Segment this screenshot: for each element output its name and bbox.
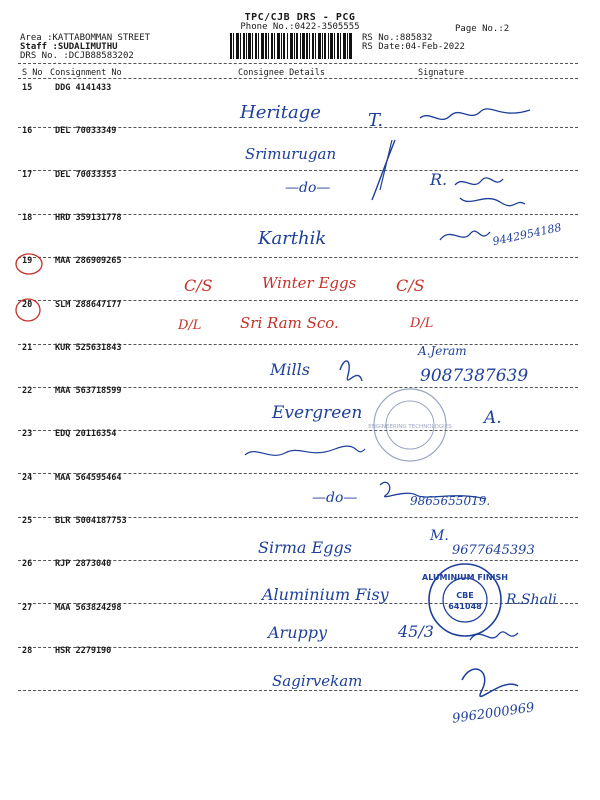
handwriting-r27-consignee: Aruppy <box>268 623 328 642</box>
phone-number: Phone No.:0422-3505555 <box>240 22 360 32</box>
row-consignment-number: MAA 563718599 <box>55 386 122 397</box>
row-sno: 19 <box>22 256 33 267</box>
scribble-row-17b <box>460 198 525 206</box>
handwriting-r20-dl-left: D/L <box>178 318 202 333</box>
aluminium-stamp-pin: 641048 <box>448 602 482 611</box>
handwriting-r22-consignee: Evergreen <box>272 403 363 423</box>
row-sno: 22 <box>22 386 33 397</box>
row-consignment-number: HRD 359131778 <box>55 212 122 223</box>
row-sno: 16 <box>22 126 33 137</box>
row-sno: 27 <box>22 602 33 613</box>
area-label: Area :KATTABOMMAN STREET <box>20 33 151 43</box>
row-sno: 15 <box>22 83 33 93</box>
engineering-stamp-text: ENGINEERING TECHNOLOGIES <box>368 424 452 430</box>
row-sno: 26 <box>22 559 33 570</box>
row-sno: 21 <box>22 342 33 353</box>
row-consignment-number: RJP 2873040 <box>55 559 112 570</box>
row-sno: 25 <box>22 516 33 526</box>
handwriting-r24-consignee: —do— <box>312 490 358 506</box>
column-header-signature: Signature <box>418 68 465 78</box>
handwriting-r26-sign: R.Shali <box>506 592 557 608</box>
handwriting-r20-consignee: Sri Ram Sco. <box>240 314 339 332</box>
row-consignment-number: DEL 70033349 <box>55 126 117 137</box>
handwriting-r19-cs-left: C/S <box>184 276 213 295</box>
handwriting-r15-sign: T. <box>368 110 384 131</box>
column-header-sno: S No <box>22 68 43 78</box>
row-sno: 23 <box>22 429 33 440</box>
scribble-row-24 <box>380 482 486 499</box>
row-sno: 20 <box>22 299 33 310</box>
handwriting-r21-consignee: Mills <box>270 360 310 379</box>
handwriting-r18-phone: 9442954188 <box>491 220 563 249</box>
signature-stroke-row-16b <box>380 140 392 190</box>
row-sno: 24 <box>22 472 33 483</box>
scribble-row-15 <box>420 109 530 120</box>
handwriting-r27-num: 45/3 <box>398 622 434 641</box>
column-header-consignment: Consignment No <box>50 68 122 78</box>
row-consignment-number: MAA 286909265 <box>55 256 122 267</box>
handwriting-r19-consignee: Winter Eggs <box>262 274 357 292</box>
row-consignment-number: MAA 564595464 <box>55 472 122 483</box>
row-sno: 17 <box>22 169 33 180</box>
row-consignment-number: DEL 70033353 <box>55 169 117 180</box>
row-consignment-number: BLR 5004187753 <box>55 516 127 526</box>
row-consignment-number: MAA 563824298 <box>55 602 122 613</box>
handwriting-r21-name: A.Jeram <box>418 344 467 358</box>
drs-number: DRS No. :DCJB88583202 <box>20 51 134 61</box>
handwriting-r22-sign: A. <box>484 408 502 428</box>
scribble-row-18 <box>440 231 490 240</box>
handwriting-r21-phone: 9087387639 <box>420 366 529 386</box>
staff-label: Staff :SUDALIMUTHU <box>20 42 118 52</box>
header-divider-top <box>18 63 578 64</box>
handwriting-r17-consignee: —do— <box>285 180 331 196</box>
handwriting-r25-phone: 9677645393 <box>452 543 535 558</box>
handwriting-r26-consignee: Aluminium Fisy <box>262 585 389 604</box>
row-divider <box>18 690 578 691</box>
header-divider-bottom <box>18 78 578 79</box>
scribble-row-21 <box>340 361 362 381</box>
column-header-consignee: Consignee Details <box>238 68 325 78</box>
engineering-stamp <box>368 389 452 461</box>
handwriting-r24-phone: 9865655019. <box>410 494 491 508</box>
scribble-row-17 <box>455 178 503 185</box>
row-consignment-number: SLM 288647177 <box>55 299 122 310</box>
scribble-row-28 <box>462 669 518 696</box>
handwriting-r25-consignee: Sirma Eggs <box>258 538 352 557</box>
aluminium-stamp <box>422 564 508 636</box>
handwriting-r16-consignee: Srimurugan <box>245 145 337 163</box>
scribble-row-23 <box>245 446 365 455</box>
row-consignment-number: EDQ 20116354 <box>55 429 117 440</box>
handwriting-r18-consignee: Karthik <box>258 228 327 249</box>
handwriting-r28-consignee: Sagirvekam <box>272 672 363 690</box>
rs-number: RS No.:885832 <box>362 33 433 43</box>
handwriting-r28-phone: 9962000969 <box>451 700 536 727</box>
rs-date: RS Date:04-Feb-2022 <box>362 42 465 52</box>
row-sno: 18 <box>22 212 33 223</box>
scribble-row-27 <box>470 632 518 640</box>
barcode <box>230 33 352 59</box>
handwriting-r17-sign: R. <box>430 170 448 189</box>
handwriting-r19-cs-right: C/S <box>396 276 425 295</box>
row-consignment-number: HSR 2279190 <box>55 645 112 656</box>
row-sno: 28 <box>22 645 33 656</box>
handwriting-r25-sign: M. <box>430 528 449 544</box>
document-title: TPC/CJB DRS - PCG <box>244 12 356 23</box>
handwriting-r20-dl-right: D/L <box>410 316 434 331</box>
page-number: Page No.:2 <box>455 24 510 34</box>
aluminium-stamp-top: ALUMINIUM FINISH <box>422 573 508 582</box>
handwriting-r15-consignee: Heritage <box>240 102 321 123</box>
aluminium-stamp-city: CBE <box>456 591 474 600</box>
row-consignment-number: KUR 525631843 <box>55 342 122 353</box>
row-consignment-number: DDG 4141433 <box>55 83 112 93</box>
